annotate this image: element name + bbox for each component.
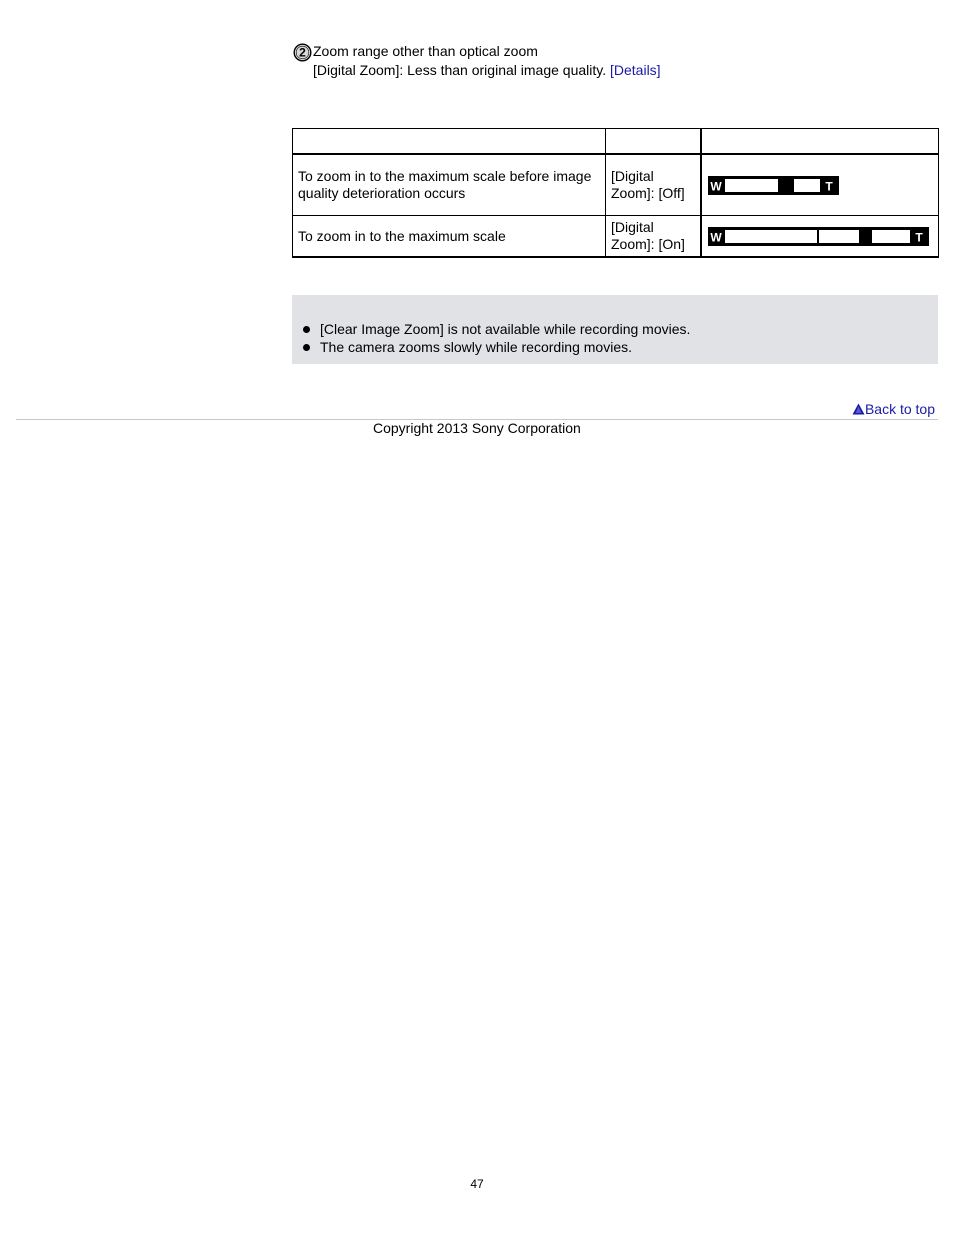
table-header-cell bbox=[701, 129, 939, 155]
back-to-top-link[interactable] bbox=[852, 401, 935, 418]
zoom-bar-tele-label: T bbox=[824, 179, 833, 193]
zoom-bar-wide-label: W bbox=[709, 179, 722, 193]
notes-box bbox=[292, 295, 938, 364]
step-number: 2 bbox=[299, 45, 306, 60]
table-row bbox=[293, 154, 939, 216]
triangle-up-icon bbox=[852, 403, 865, 415]
zoom-table bbox=[292, 128, 939, 258]
zoom-bar-cell bbox=[701, 154, 939, 216]
zoom-bar-cell bbox=[701, 216, 939, 258]
purpose-cell: To zoom in to the maximum scale before image quality deterioration occurs bbox=[293, 154, 606, 216]
step-description: [Digital Zoom]: Less than original image quality. bbox=[313, 62, 607, 78]
zoom-bar-tele-label: T bbox=[914, 230, 923, 244]
table-row bbox=[293, 216, 939, 258]
note-item: [Clear Image Zoom] is not available while recording movies. bbox=[320, 321, 691, 337]
bullet-icon bbox=[303, 326, 310, 333]
step-number-icon bbox=[293, 43, 312, 62]
step-title: Zoom range other than optical zoom bbox=[313, 43, 538, 59]
bullet-icon bbox=[303, 344, 310, 351]
copyright: Copyright 2013 Sony Corporation bbox=[373, 420, 581, 436]
table-header-cell bbox=[606, 129, 701, 155]
table-header-row bbox=[293, 129, 939, 155]
setting-cell: [Digital Zoom]: [On] bbox=[606, 216, 701, 258]
zoom-bar-icon bbox=[708, 176, 839, 195]
zoom-bar-wide-label: W bbox=[709, 230, 722, 244]
purpose-cell: To zoom in to the maximum scale bbox=[293, 216, 606, 258]
note-item: The camera zooms slowly while recording movies. bbox=[320, 339, 632, 355]
step-description-line bbox=[313, 62, 661, 79]
page-number: 47 bbox=[470, 1177, 484, 1191]
table-header-cell bbox=[293, 129, 606, 155]
back-to-top-label: Back to top bbox=[864, 401, 935, 417]
setting-cell: [Digital Zoom]: [Off] bbox=[606, 154, 701, 216]
details-link[interactable]: [Details] bbox=[610, 62, 661, 78]
zoom-bar-icon bbox=[708, 227, 929, 246]
